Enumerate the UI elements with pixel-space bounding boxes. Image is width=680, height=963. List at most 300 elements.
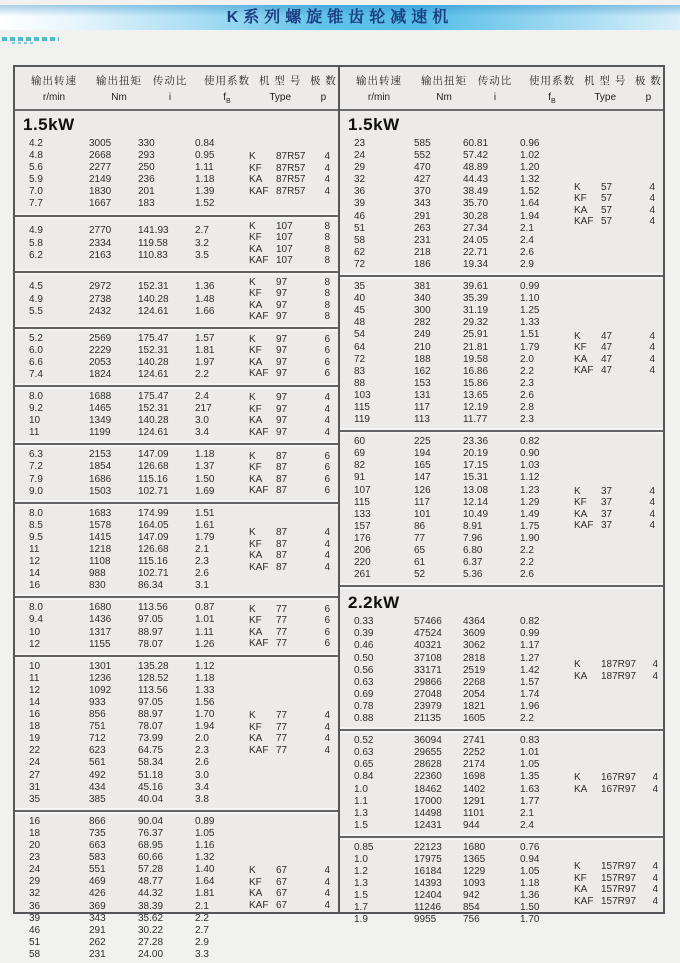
cell-ratio: 12.14 [463,496,489,508]
cell-service-factor: 1.29 [520,496,540,508]
cell-ratio: 115.16 [138,556,168,568]
cell-output-speed: 82 [354,460,366,472]
cell-type-prefix: KA [249,174,263,186]
cell-type-size: 57 [601,181,613,193]
power-heading: 2.2kW [348,593,400,613]
cell-type-prefix: KA [249,888,263,900]
cell-ratio: 1698 [463,771,486,783]
cell-output-torque: 735 [89,827,106,839]
block-rows [340,281,574,426]
cell-output-torque: 866 [89,815,106,827]
cell-output-torque: 3005 [89,138,112,149]
cell-ratio: 68.95 [138,840,164,852]
cell-service-factor: 2.6 [520,569,534,581]
cell-ratio: 128.52 [138,672,169,684]
cell-service-factor: 1.39 [195,186,215,198]
logo-watermark [2,37,59,41]
cell-poles: 4 [649,520,655,532]
cell-poles: 8 [324,299,330,311]
type-row [249,527,330,539]
cell-output-torque: 469 [89,876,106,888]
data-block [15,447,338,499]
cell-output-speed: 54 [354,329,366,341]
cell-type-size: 87R57 [276,185,306,197]
cell-type-size: 187R97 [601,659,637,671]
cell-service-factor: 2.1 [195,900,209,912]
table-row [29,449,249,461]
cell-output-torque: 2229 [89,344,112,356]
cell-type-size: 97 [276,368,288,380]
cell-type-prefix: KAF [574,216,594,228]
cell-output-speed: 24 [29,757,41,769]
cell-type-prefix: KF [249,232,262,244]
cell-output-torque: 2432 [89,305,112,317]
cell-output-speed: 8.5 [29,519,43,531]
cell-service-factor: 0.95 [195,150,215,162]
cell-service-factor: 3.8 [195,793,209,805]
cell-type-prefix: KAF [249,185,269,197]
table-row [354,878,574,890]
cell-service-factor: 1.33 [520,317,540,329]
cell-output-speed: 88 [354,377,366,389]
cell-output-torque: 434 [89,781,106,793]
cell-poles: 8 [324,232,330,244]
cell-type-prefix: K [249,333,256,345]
cell-ratio: 22.71 [463,246,489,258]
cell-output-speed: 7.7 [29,198,43,210]
cell-output-speed: 39 [29,912,41,924]
cell-output-speed: 14 [29,697,41,708]
cell-service-factor: 1.56 [195,697,215,708]
cell-poles: 4 [324,392,330,404]
cell-poles: 4 [652,872,659,884]
cell-ratio: 126.68 [138,543,169,555]
cell-type-prefix: K [249,527,256,539]
cell-output-speed: 18 [29,721,41,733]
cell-poles: 4 [652,659,659,671]
cell-output-speed: 11 [29,543,40,555]
cell-service-factor: 3.0 [195,769,209,781]
cell-output-speed: 29 [354,162,366,174]
table-row [29,876,249,888]
cell-output-speed: 1.0 [354,853,368,865]
table-header [340,67,663,111]
cell-poles: 4 [652,772,659,783]
cell-type-prefix: KF [249,538,262,550]
cell-output-torque: 343 [89,912,106,924]
cell-type-prefix: K [574,861,581,873]
table-row [29,508,249,520]
cell-output-torque: 300 [414,305,431,317]
cell-output-speed: 32 [354,174,366,186]
cell-ratio: 113.56 [138,602,168,614]
block-rows [340,842,574,927]
cell-type-size: 77 [276,638,288,650]
cell-service-factor: 0.96 [520,138,540,149]
cell-ratio: 86.34 [138,580,164,592]
cell-poles: 4 [649,497,655,509]
cell-ratio: 175.47 [138,390,169,402]
cell-ratio: 60.66 [138,852,164,864]
cell-output-speed: 4.9 [29,225,43,237]
cell-type-prefix: K [574,659,581,671]
cell-ratio: 38.49 [463,186,489,198]
header-service-factor: 使用系数 $f_B$ [204,75,250,105]
cell-poles: 4 [649,204,655,216]
cell-service-factor: 1.50 [520,902,540,914]
cell-output-torque: 18462 [414,783,442,795]
cell-service-factor: 217 [195,403,212,415]
cell-type-prefix: KA [574,783,588,795]
cell-output-speed: 0.65 [354,759,374,771]
table-row [29,580,249,592]
cell-output-speed: 1.5 [354,819,368,831]
cell-output-torque: 2770 [89,225,112,237]
type-row [249,311,330,323]
cell-ratio: 19.34 [463,258,489,270]
cell-type-prefix: KA [574,884,588,896]
type-row [249,277,330,289]
cell-type-prefix: KA [249,626,263,638]
table-row [29,685,249,697]
cell-ratio: 4364 [463,616,486,628]
cell-ratio: 135.28 [138,660,169,672]
cell-service-factor: 1.02 [520,150,540,162]
cell-ratio: 57.28 [138,864,164,876]
cell-ratio: 76.37 [138,827,164,839]
cell-ratio: 88.97 [138,709,164,721]
table-row [29,544,249,556]
cell-ratio: 15.86 [463,377,489,389]
cell-ratio: 2054 [463,688,486,700]
cell-service-factor: 1.64 [520,198,540,210]
cell-output-torque: 291 [89,924,106,936]
table-row [29,138,249,150]
cell-ratio: 1605 [463,713,486,725]
cell-output-speed: 9.0 [29,485,43,497]
data-block [15,331,338,383]
type-row [574,884,659,896]
table-row [354,472,574,484]
cell-ratio: 21.81 [463,341,489,353]
cell-output-torque: 21135 [414,713,442,725]
cell-output-torque: 282 [414,317,431,329]
cell-poles: 4 [324,550,330,562]
cell-output-speed: 22 [29,745,41,757]
cell-output-torque: 1349 [89,415,112,427]
cell-ratio: 140.28 [138,293,169,305]
cell-ratio: 140.28 [138,415,169,427]
cell-poles: 6 [324,333,330,345]
cell-ratio: 97.05 [138,614,164,626]
cell-ratio: 152.31 [138,281,169,293]
cell-type-size: 87 [276,538,288,550]
table-row [354,713,574,725]
cell-type-size: 167R97 [601,783,637,795]
table-row [29,913,249,925]
table-row [354,281,574,293]
table-row [354,198,574,210]
type-row [249,186,330,198]
type-row [249,163,330,175]
block-divider [15,269,338,275]
type-row [574,783,659,796]
cell-service-factor: 0.82 [520,436,540,448]
type-row [249,357,330,369]
cell-service-factor: 1.01 [195,614,215,626]
table-row [354,545,574,557]
cell-ratio: 854 [463,902,480,914]
cell-ratio: 183 [138,198,155,210]
cell-ratio: 30.28 [463,210,489,222]
block-rows [340,616,574,725]
cell-output-speed: 7.4 [29,368,43,380]
cell-ratio: 19.58 [463,353,489,365]
cell-output-torque: 101 [414,508,431,520]
type-row [249,221,330,233]
cell-output-torque: 2277 [89,162,112,174]
cell-ratio: 1365 [463,853,486,865]
cell-ratio: 115.16 [138,473,168,485]
cell-ratio: 2818 [463,652,486,664]
right-table-body [340,111,663,929]
cell-output-speed: 0.63 [354,747,374,759]
cell-poles: 6 [324,368,330,380]
cell-output-torque: 988 [89,568,106,580]
cell-type-size: 47 [601,353,613,365]
data-block [340,614,663,727]
cell-poles: 6 [324,615,330,627]
cell-type-prefix: KAF [249,638,269,650]
cell-output-speed: 16 [29,709,41,721]
cell-poles: 4 [324,733,330,745]
cell-output-speed: 39 [354,198,366,210]
cell-poles: 8 [324,276,330,288]
cell-type-prefix: KAF [574,895,594,907]
cell-ratio: 20.19 [463,448,489,460]
cell-output-torque: 426 [89,888,106,900]
cell-output-speed: 0.46 [354,640,374,652]
cell-output-speed: 1.3 [354,807,368,819]
table-row [354,414,574,426]
cell-output-speed: 72 [354,258,366,270]
cell-output-torque: 663 [89,840,106,852]
header-output-torque: 输出扭矩 Nm [96,75,142,103]
data-block [15,219,338,269]
header-output-torque: 输出扭矩 Nm [421,75,467,103]
cell-service-factor: 2.3 [195,745,209,757]
table-row [354,293,574,305]
cell-type-size: 87 [276,485,288,496]
cell-ratio: 24.00 [138,948,164,960]
table-row [29,461,249,473]
cell-output-torque: 147 [414,472,431,484]
cell-service-factor: 2.7 [195,924,209,936]
type-row [574,342,655,354]
cell-output-torque: 231 [89,948,106,960]
type-row [249,232,330,244]
cell-type-size: 87R57 [276,174,306,186]
cell-output-speed: 11 [29,427,40,439]
cell-ratio: 35.39 [463,293,489,305]
cell-ratio: 140.28 [138,356,169,368]
cell-output-speed: 176 [354,532,371,544]
block-type-list [249,527,338,573]
cell-service-factor: 2.4 [520,234,534,246]
cell-poles: 4 [649,342,655,354]
cell-output-speed: 1.3 [354,878,368,890]
cell-service-factor: 2.2 [520,365,534,377]
data-block [340,434,663,583]
cell-poles: 6 [324,356,330,368]
cell-type-prefix: K [574,772,581,783]
cell-ratio: 12.19 [463,401,489,413]
table-row [29,520,249,532]
block-rows [340,436,574,581]
cell-ratio: 250 [138,162,155,174]
block-divider [15,808,338,814]
cell-type-size: 107 [276,232,293,244]
cell-service-factor: 1.40 [195,864,215,876]
cell-type-prefix: KF [574,497,587,509]
cell-service-factor: 1.52 [520,186,540,198]
cell-poles: 4 [649,353,655,365]
cell-output-torque: 1683 [89,507,112,519]
table-row [29,745,249,757]
cell-type-prefix: K [249,603,256,615]
cell-output-speed: 206 [354,545,371,556]
cell-output-speed: 9.5 [29,531,43,543]
cell-service-factor: 1.05 [195,827,215,839]
cell-output-torque: 249 [414,329,431,341]
type-row [249,427,330,439]
cell-type-size: 67 [276,888,288,900]
cell-ratio: 78.07 [138,638,164,650]
block-type-list [249,392,338,438]
cell-type-size: 47 [601,365,613,377]
cell-output-speed: 1.5 [354,890,368,902]
type-row [249,888,330,900]
cell-service-factor: 2.2 [520,713,534,725]
cell-type-prefix: KF [574,872,587,884]
cell-output-speed: 7.9 [29,473,43,485]
cell-service-factor: 1.33 [195,684,215,696]
cell-output-torque: 131 [414,389,431,401]
cell-output-torque: 1236 [89,672,112,684]
cell-ratio: 7.96 [463,532,483,544]
cell-type-size: 57 [601,204,613,216]
cell-output-torque: 61 [414,557,426,569]
block-type-list [574,331,663,377]
cell-output-torque: 1199 [89,427,111,439]
cell-output-speed: 12 [29,684,41,696]
cell-output-speed: 23 [29,852,41,864]
cell-ratio: 24.05 [463,234,489,246]
cell-poles: 4 [324,721,330,733]
cell-service-factor: 2.0 [520,353,534,365]
cell-type-size: 107 [276,220,293,232]
cell-ratio: 5.36 [463,569,483,581]
cell-service-factor: 3.4 [195,781,209,793]
cell-output-torque: 1108 [89,556,111,568]
cell-service-factor: 1.50 [195,473,215,485]
cell-poles: 6 [324,473,330,485]
cell-output-torque: 22123 [414,841,442,853]
cell-output-speed: 1.2 [354,866,368,878]
cell-output-speed: 5.8 [29,237,43,249]
cell-output-speed: 32 [29,888,41,900]
type-row [249,288,330,300]
cell-poles: 4 [652,861,659,873]
cell-service-factor: 0.76 [520,841,540,853]
cell-type-prefix: K [249,710,256,722]
table-row [29,757,249,769]
block-divider [340,727,663,733]
table-row [29,639,249,651]
block-type-list [249,710,338,756]
type-row [574,872,659,885]
cell-service-factor: 2.6 [520,246,534,258]
type-row [249,255,330,267]
cell-ratio: 2519 [463,664,486,676]
cell-service-factor: 2.9 [520,258,534,270]
header-output-speed: 输出转速 r/min [356,75,402,103]
type-row [574,486,655,498]
cell-output-speed: 29 [29,876,41,888]
data-block [340,733,663,834]
cell-poles: 4 [324,185,330,197]
cell-output-speed: 6.3 [29,449,43,461]
cell-output-torque: 186 [414,258,431,270]
page-title-band [0,5,680,30]
data-block [15,506,338,595]
cell-ratio: 141.93 [138,225,169,237]
cell-ratio: 35.62 [138,912,164,924]
cell-output-speed: 0.39 [354,628,374,640]
cell-ratio: 756 [463,914,480,926]
cell-poles: 4 [652,895,659,907]
cell-output-speed: 157 [354,520,371,532]
cell-service-factor: 1.27 [520,652,540,664]
table-row [354,747,574,759]
cell-output-torque: 1503 [89,485,112,497]
type-row [249,733,330,745]
table-row [29,949,249,961]
cell-service-factor: 1.36 [520,890,540,902]
cell-ratio: 147.09 [138,531,169,543]
cell-service-factor: 1.48 [195,293,215,305]
cell-output-torque: 551 [89,864,106,876]
cell-poles: 4 [324,151,330,163]
table-row [29,333,249,345]
cell-service-factor: 1.49 [520,508,540,520]
table-row [354,329,574,341]
table-row [29,864,249,876]
cell-type-size: 37 [601,485,613,497]
type-row [249,877,330,889]
cell-output-speed: 46 [29,924,41,936]
table-row [29,391,249,403]
cell-output-torque: 17975 [414,853,442,865]
cell-output-speed: 31 [29,781,41,793]
cell-ratio: 44.32 [138,888,164,900]
table-row [354,174,574,186]
table-header [15,67,338,111]
cell-output-torque: 2334 [89,237,112,249]
table-row [354,305,574,317]
cell-service-factor: 1.51 [195,507,215,519]
cell-type-size: 157R97 [601,895,637,907]
